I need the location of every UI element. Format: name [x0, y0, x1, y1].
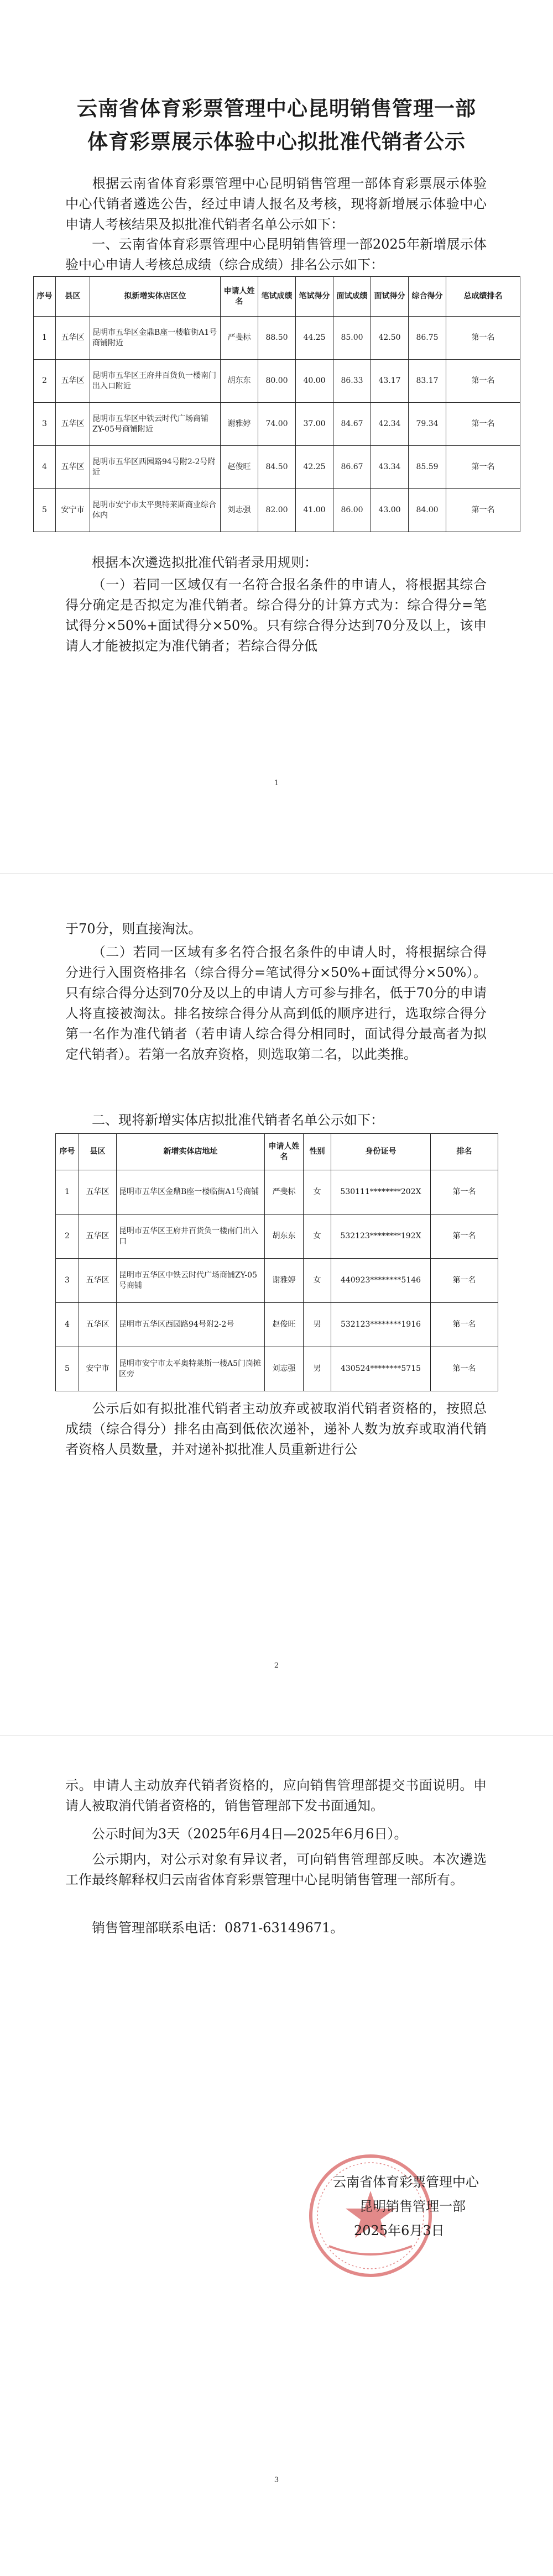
table-header-cell: 县区 — [56, 277, 90, 317]
table-row — [56, 1303, 498, 1347]
table-cell: 女 — [304, 1259, 331, 1303]
table-header-cell: 综合得分 — [409, 277, 446, 317]
table-cell: 五华区 — [56, 446, 90, 489]
page-number: 3 — [274, 2476, 279, 2484]
page-number: 1 — [274, 779, 279, 787]
table-cell: 刘志强 — [221, 489, 258, 532]
table-cell: 42.34 — [371, 403, 409, 446]
table-cell: 44.25 — [296, 317, 333, 360]
table-row — [34, 489, 520, 532]
table-cell: 五华区 — [79, 1259, 117, 1303]
table-cell: 86.75 — [409, 317, 446, 360]
table-cell: 昆明市五华区王府井百货负一楼南门出入口 — [117, 1215, 265, 1259]
table-header-cell: 申请人姓名 — [265, 1134, 304, 1170]
table-row — [56, 1170, 498, 1215]
table-cell: 安宁市 — [79, 1347, 117, 1391]
table-header-cell: 身份证号 — [331, 1134, 431, 1170]
table-cell: 2 — [56, 1215, 79, 1259]
table-cell: 530111********202X — [331, 1170, 431, 1215]
table-cell: 86.67 — [333, 446, 371, 489]
document-page-3 — [0, 1735, 553, 2576]
table-cell: 五华区 — [56, 360, 90, 403]
document-page-1 — [0, 0, 553, 873]
table-row — [34, 317, 520, 360]
table-cell: 五华区 — [79, 1303, 117, 1347]
table-header-cell: 序号 — [56, 1134, 79, 1170]
table-cell: 男 — [304, 1303, 331, 1347]
table-cell: 4 — [56, 1303, 79, 1347]
table-cell: 昆明市五华区中铁云时代广场商铺ZY-05号商铺 — [117, 1259, 265, 1303]
table-cell: 昆明市五华区西园路94号附2-2号附近 — [90, 446, 221, 489]
table-cell: 86.00 — [333, 489, 371, 532]
table-header-cell: 总成绩排名 — [446, 277, 520, 317]
table-cell: 85.59 — [409, 446, 446, 489]
table-cell: 第一名 — [431, 1215, 498, 1259]
rule-2-text: （二）若同一区域有多名符合报名条件的申请人时，将根据综合得分进行入围资格排名（综合得分=笔试得分×50%+面试得分×50%）。只有综合得分达到70分及以上的申请人方可参与排名，低于70分的申请人将直接被淘汰。排名按综合得分从高到低的顺序进行，选取综合得分第一名作为准代销者（若申请人综合得分相同时，面试得分最高者为拟定代销者）。若第一名放弃资格，则选取第二名，以此类推。 — [65, 944, 487, 1062]
closing-continuation — [65, 1775, 487, 1816]
closing-paragraph — [65, 1399, 487, 1460]
table-header-cell: 新增实体店地址 — [117, 1134, 265, 1170]
table-header-cell: 笔试得分 — [296, 277, 333, 317]
table-cell: 第一名 — [446, 446, 520, 489]
table-cell: 86.33 — [333, 360, 371, 403]
table-cell: 1 — [56, 1170, 79, 1215]
signature-organization: 云南省体育彩票管理中心 — [333, 2174, 479, 2190]
table-row — [56, 1347, 498, 1391]
table-cell: 74.00 — [258, 403, 296, 446]
table-row — [34, 446, 520, 489]
table-cell: 83.17 — [409, 360, 446, 403]
table-row — [56, 1215, 498, 1259]
table-header-row — [56, 1134, 498, 1170]
table-cell: 82.00 — [258, 489, 296, 532]
contact-paragraph — [65, 1918, 487, 1938]
section-1-heading-text: 一、云南省体育彩票管理中心昆明销售管理一部2025年新增展示体验中心申请人考核总成绩（综合成绩）排名公示如下： — [65, 236, 487, 272]
table-cell: 84.00 — [409, 489, 446, 532]
table-cell: 第一名 — [446, 360, 520, 403]
section-2-heading — [65, 1110, 487, 1131]
table-cell: 女 — [304, 1170, 331, 1215]
table-cell: 昆明市安宁市太平奥特莱斯一楼A5门岗摊区旁 — [117, 1347, 265, 1391]
score-ranking-table — [33, 276, 520, 532]
document-title-line-2: 体育彩票展示体验中心拟批准代销者公示 — [87, 129, 466, 154]
table-cell: 昆明市五华区金鼎B座一楼临街A1号商铺 — [117, 1170, 265, 1215]
table-cell: 532123********1916 — [331, 1303, 431, 1347]
table-cell: 五华区 — [79, 1215, 117, 1259]
objection-text: 公示期内，对公示对象有异议者，可向销售管理部反映。本次遴选工作最终解释权归云南省体育彩票管理中心昆明销售管理一部所有。 — [65, 1852, 487, 1888]
rule-1-continuation-text: 于70分，则直接淘汰。 — [65, 921, 202, 937]
table-cell: 84.50 — [258, 446, 296, 489]
table-cell: 谢雅婷 — [265, 1259, 304, 1303]
table-header-cell: 申请人姓名 — [221, 277, 258, 317]
table-header-cell: 笔试成绩 — [258, 277, 296, 317]
rules-intro — [65, 553, 487, 573]
table-cell: 1 — [34, 317, 56, 360]
table-cell: 37.00 — [296, 403, 333, 446]
table-cell: 刘志强 — [265, 1347, 304, 1391]
table-cell: 第一名 — [431, 1170, 498, 1215]
table-header-cell: 拟新增实体店区位 — [90, 277, 221, 317]
table-cell: 昆明市五华区中铁云时代广场商铺ZY-05号商铺附近 — [90, 403, 221, 446]
notice-period — [65, 1824, 487, 1844]
document-page-2 — [0, 873, 553, 1736]
table-cell: 昆明市安宁市太平奥特莱斯商业综合体内 — [90, 489, 221, 532]
table-cell: 男 — [304, 1347, 331, 1391]
table-cell: 5 — [56, 1347, 79, 1391]
table-cell: 赵俊旺 — [221, 446, 258, 489]
table-cell: 赵俊旺 — [265, 1303, 304, 1347]
section-2-heading-text: 二、现将新增实体店拟批准代销者名单公示如下： — [92, 1112, 384, 1128]
table-cell: 80.00 — [258, 360, 296, 403]
table-cell: 谢雅婷 — [221, 403, 258, 446]
table-cell: 昆明市五华区金鼎B座一楼临街A1号商铺附近 — [90, 317, 221, 360]
rule-1-paragraph — [65, 575, 487, 656]
signature-date: 2025年6月3日 — [354, 2223, 445, 2238]
table-cell: 79.34 — [409, 403, 446, 446]
table-row — [56, 1259, 498, 1303]
table-cell: 女 — [304, 1215, 331, 1259]
table-cell: 昆明市五华区西园路94号附2-2号 — [117, 1303, 265, 1347]
table-cell: 安宁市 — [56, 489, 90, 532]
table-cell: 第一名 — [446, 403, 520, 446]
table-cell: 85.00 — [333, 317, 371, 360]
rule-1-continuation — [65, 919, 487, 939]
table-cell: 严斐标 — [265, 1170, 304, 1215]
table-cell: 胡东东 — [265, 1215, 304, 1259]
page-number: 2 — [274, 1662, 279, 1670]
table-header-cell: 面试成绩 — [333, 277, 371, 317]
table-cell: 5 — [34, 489, 56, 532]
table-cell: 胡东东 — [221, 360, 258, 403]
table-cell: 五华区 — [79, 1170, 117, 1215]
table-cell: 532123********192X — [331, 1215, 431, 1259]
intro-text: 根据云南省体育彩票管理中心昆明销售管理一部体育彩票展示体验中心代销者遴选公告，经过申请人报名及考核，现将新增展示体验中心申请人考核结果及拟批准代销者名单公示如下： — [65, 176, 487, 232]
table-cell: 440923********5146 — [331, 1259, 431, 1303]
table-cell: 43.34 — [371, 446, 409, 489]
table-cell: 五华区 — [56, 317, 90, 360]
section-1-heading — [65, 234, 487, 275]
contact-text: 销售管理部联系电话：0871-63149671。 — [92, 1920, 344, 1936]
closing-continuation-text: 示。申请人主动放弃代销者资格的，应向销售管理部提交书面说明。申请人被取消代销者资格的，销售管理部下发书面通知。 — [65, 1778, 487, 1813]
table-header-row — [34, 277, 520, 317]
table-cell: 2 — [34, 360, 56, 403]
table-header-cell: 性别 — [304, 1134, 331, 1170]
table-cell: 430524********5715 — [331, 1347, 431, 1391]
table-header-cell: 面试得分 — [371, 277, 409, 317]
objection-paragraph — [65, 1849, 487, 1890]
notice-period-text: 公示时间为3天（2025年6月4日—2025年6月6日）。 — [92, 1826, 408, 1842]
closing-text: 公示后如有拟批准代销者主动放弃或被取消代销者资格的，按照总成绩（综合得分）排名由高到低依次递补，递补人数为放弃或取消代销者资格人员数量，并对递补拟批准人员重新进行公 — [65, 1401, 487, 1457]
table-cell: 84.67 — [333, 403, 371, 446]
table-header-cell: 排名 — [431, 1134, 498, 1170]
table-cell: 第一名 — [431, 1259, 498, 1303]
table-cell: 4 — [34, 446, 56, 489]
table-cell: 41.00 — [296, 489, 333, 532]
rule-2-paragraph — [65, 942, 487, 1065]
rules-intro-text: 根据本次遴选拟批准代销者录用规则： — [92, 555, 317, 570]
document-title-line-1: 云南省体育彩票管理中心昆明销售管理一部 — [77, 96, 476, 120]
table-cell: 43.17 — [371, 360, 409, 403]
table-cell: 43.00 — [371, 489, 409, 532]
table-cell: 42.25 — [296, 446, 333, 489]
table-cell: 第一名 — [431, 1347, 498, 1391]
table-cell: 第一名 — [446, 489, 520, 532]
table-cell: 严斐标 — [221, 317, 258, 360]
table-cell: 第一名 — [431, 1303, 498, 1347]
table-cell: 40.00 — [296, 360, 333, 403]
table-cell: 3 — [34, 403, 56, 446]
table-header-cell: 县区 — [79, 1134, 117, 1170]
table-row — [34, 403, 520, 446]
table-header-cell: 序号 — [34, 277, 56, 317]
approved-agents-table — [55, 1133, 498, 1391]
table-cell: 昆明市五华区王府井百货负一楼南门出入口附近 — [90, 360, 221, 403]
table-cell: 3 — [56, 1259, 79, 1303]
intro-paragraph — [65, 174, 487, 235]
signature-department: 昆明销售管理一部 — [359, 2199, 466, 2214]
table-cell: 五华区 — [56, 403, 90, 446]
table-cell: 88.50 — [258, 317, 296, 360]
rule-1-text: （一）若同一区域仅有一名符合报名条件的申请人，将根据其综合得分确定是否拟定为准代销者。综合得分的计算方式为：综合得分=笔试得分×50%+面试得分×50%。只有综合得分达到70分及以上，该申请人才能被拟定为准代销者；若综合得分低 — [65, 577, 487, 654]
table-cell: 42.50 — [371, 317, 409, 360]
table-cell: 第一名 — [446, 317, 520, 360]
table-row — [34, 360, 520, 403]
